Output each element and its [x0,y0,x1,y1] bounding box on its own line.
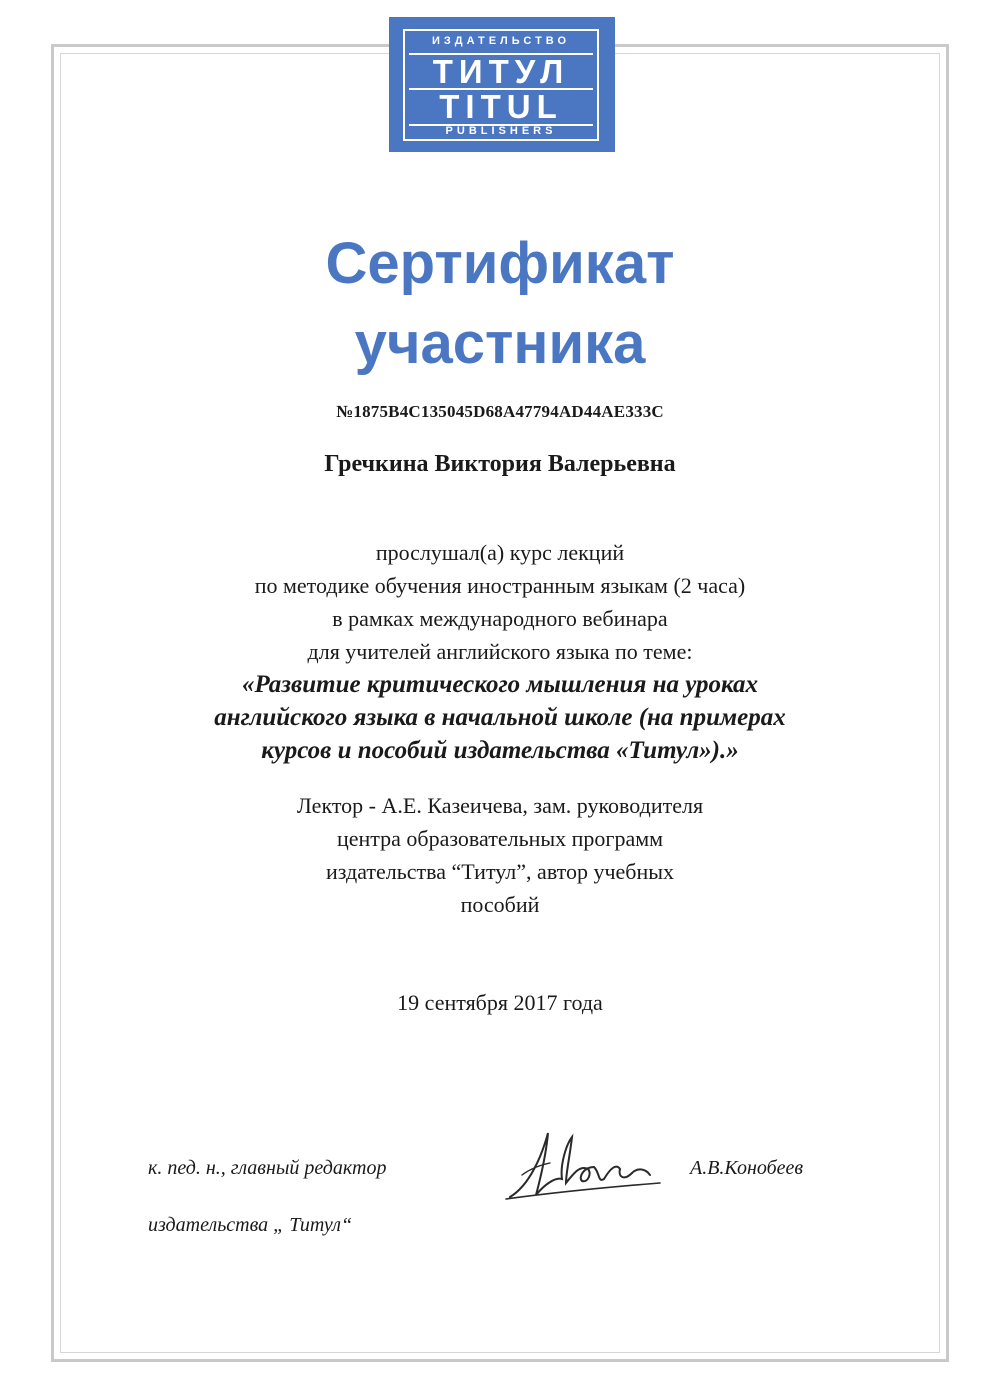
logo-cyrillic-wordmark: ТИТУЛ [409,53,593,89]
topic-line: английского языка в начальной школе (на примерах [214,704,786,731]
body-line: по методике обучения иностранным языкам (2 часа) [254,573,746,598]
logo-top-text: ИЗДАТЕЛЬСТВО [431,35,571,47]
signatory-position-line-1: к. пед. н., главный редактор [148,1157,387,1179]
body-line: в рамках международного вебинара [332,606,668,631]
participant-name: Гречкина Виктория Валерьевна [324,451,676,477]
publisher-logo [389,17,615,152]
signatory-name: А.В.Конобеев [690,1157,804,1179]
body-line: для учителей английского языка по теме: [307,639,693,664]
lecturer-line: пособий [460,892,540,917]
title-line-2: участника [354,311,646,376]
logo-frame [403,29,599,141]
handwritten-signature [500,1125,665,1205]
lecturer-line: издательства “Титул”, автор учебных [325,859,675,884]
topic-line: курсов и пособий издательства «Титул»).» [261,737,739,764]
certificate-number: №1875B4C135045D68A47794AD44AE333C [336,402,664,421]
logo-bottom-text: PUBLISHERS [445,125,557,137]
topic-line: «Развитие критического мышления на уроках [241,671,759,698]
lecturer-line: Лектор - А.Е. Казеичева, зам. руководителя [296,793,704,818]
title-line-1: Сертификат [325,231,675,296]
lecturer-line: центра образовательных программ [336,826,664,851]
certificate-date: 19 сентября 2017 года [397,990,603,1015]
signatory-position-line-2: издательства „ Титул“ [148,1214,353,1236]
body-line: прослушал(а) курс лекций [375,540,625,565]
logo-latin-wordmark: TITUL [409,88,593,126]
